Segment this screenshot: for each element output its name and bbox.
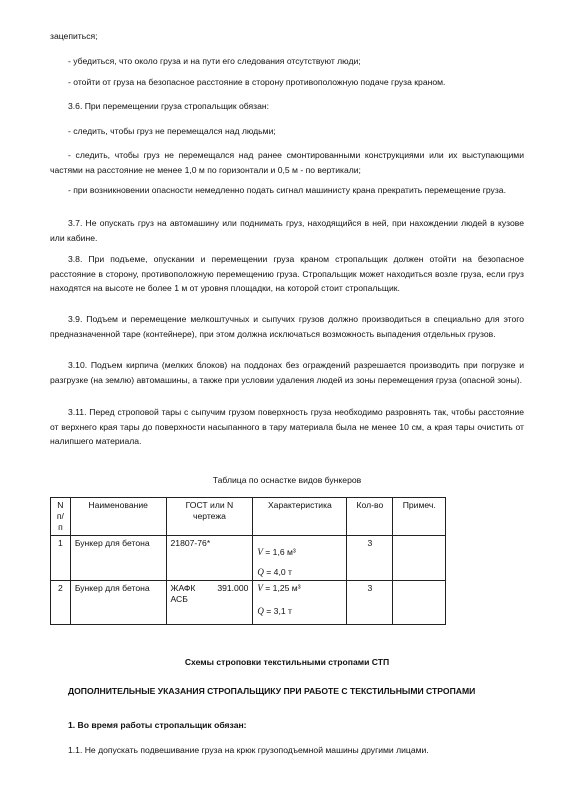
capacity-value: = 3,1 т (266, 606, 292, 616)
cell-num: 1 (51, 536, 71, 581)
paragraph-3-11: 3.11. Перед строповой тары с сыпучим грузом поверхность груза необходимо разровнять так, чтобы расстояние от верхнего края тары до поверхности насыпанного в тару материала была не менее 10 см, а края тары очистить от налипшего материала. (50, 407, 524, 446)
cell-gost (166, 581, 253, 625)
section-heading: ДОПОЛНИТЕЛЬНЫЕ УКАЗАНИЯ СТРОПАЛЬЩИКУ ПРИ РАБОТЕ С ТЕКСТИЛЬНЫМИ СТРОПАМИ (68, 686, 476, 696)
volume-line (257, 583, 342, 594)
paragraph-watch-structures: - следить, чтобы груз не перемещался над ранее смонтированными конструкциями или их выступающими частями на расстояние не менее 1,0 м по горизонтали и 0,5 м - по вертикали; (50, 150, 524, 175)
volume-symbol: V (257, 583, 263, 593)
capacity-line (257, 567, 342, 578)
header-note: Примеч. (393, 498, 446, 536)
paragraph-check-people: - убедиться, что около груза и на пути его следования отсутствуют люди; (68, 56, 361, 66)
paragraph-3-9: 3.9. Подъем и перемещение мелкоштучных и сыпучих грузов должно производиться в специально для этого предназначенной таре (контейнере), при этом должна исключаться возможность выпадения отдельных грузов. (50, 314, 524, 339)
cell-num: 2 (51, 581, 71, 625)
header-num: N п/п (51, 498, 71, 536)
subheading: 1. Во время работы стропальщик обязан: (68, 720, 247, 730)
volume-symbol: V (257, 547, 263, 557)
paragraph-watch-people: - следить, чтобы груз не перемещался над людьми; (68, 126, 276, 136)
cell-name-text: Бункер для бетона (74, 538, 150, 548)
section-title: Схемы строповки текстильными стропами СТП (184, 657, 390, 667)
paragraph-3-6: 3.6. При перемещении груза стропальщик обязан: (68, 101, 270, 111)
paragraph-3-7: 3.7. Не опускать груз на автомашину или поднимать груз, находящийся в ней, при нахождении людей в кузове или кабине. (50, 218, 524, 243)
capacity-value: = 4,0 т (266, 567, 292, 577)
cell-note (393, 581, 446, 625)
table-row (51, 581, 446, 625)
volume-line (257, 547, 342, 558)
cell-characteristic (253, 581, 347, 625)
bunker-table (50, 497, 446, 625)
table-header-row (51, 498, 446, 536)
table-caption: Таблица по оснастке видов бункеров (212, 475, 362, 485)
capacity-line (257, 606, 342, 617)
cell-name (70, 581, 166, 625)
cell-gost-text: ЖАФК 391.000 АСБ (170, 583, 249, 604)
cell-gost: 21807-76* (166, 536, 253, 581)
paragraph-3-10: 3.10. Подъем кирпича (мелких блоков) на поддонах без ограждений разрешается производить при погрузке и разгрузке (на землю) автомашины, а также при условии удаления людей из зоны перемещения груза (опасной зоны). (50, 360, 524, 385)
cell-name-text: Бункер для бетона (74, 583, 150, 593)
header-characteristic: Характеристика (253, 498, 347, 536)
capacity-symbol: Q (257, 567, 264, 577)
header-name: Наименование (70, 498, 166, 536)
paragraph-3-8: 3.8. При подъеме, опускании и перемещении груза краном стропальщик должен отойти на безопасное расстояние в сторону, противоположную перемещению груза. Стропальщик может находиться возле груза, если груз находятся на высоте не более 1 м от уровня площадки, на которой стоит стропальщик. (50, 254, 524, 293)
cell-name (70, 536, 166, 581)
capacity-symbol: Q (257, 606, 264, 616)
paragraph-continuation: зацепиться; (50, 31, 98, 41)
paragraph-move-away: - отойти от груза на безопасное расстояние в сторону противоположную подаче груза краном. (68, 77, 446, 87)
header-gost: ГОСТ или N чертежа (166, 498, 253, 536)
header-quantity: Кол-во (347, 498, 393, 536)
cell-quantity: 3 (347, 536, 393, 581)
cell-quantity: 3 (347, 581, 393, 625)
cell-note (393, 536, 446, 581)
table-row (51, 536, 446, 581)
paragraph-signal: - при возникновении опасности немедленно подать сигнал машинисту крана прекратить перемещение груза. (68, 185, 506, 195)
volume-value: = 1,6 м³ (265, 547, 296, 557)
volume-value: = 1,25 м³ (265, 583, 301, 593)
paragraph-1-1: 1.1. Не допускать подвешивание груза на крюк грузоподъемной машины другими лицами. (68, 745, 429, 755)
cell-characteristic (253, 536, 347, 581)
